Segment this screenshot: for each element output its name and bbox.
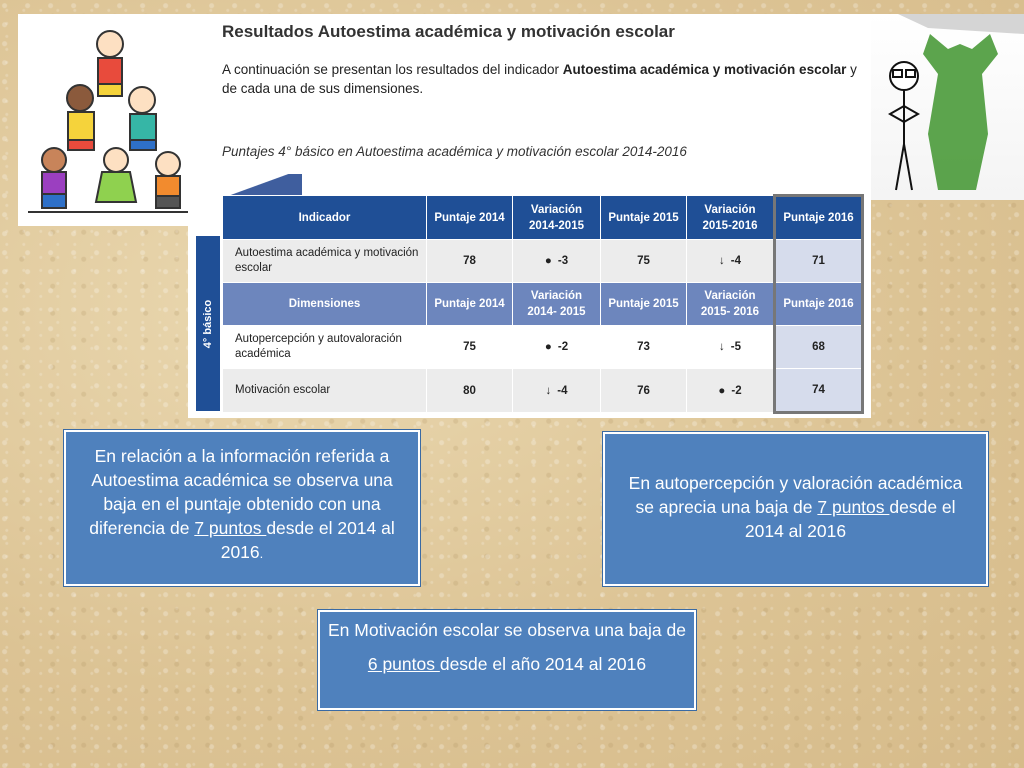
subheader-puntaje-2015: Puntaje 2015 bbox=[601, 283, 687, 326]
cell-puntaje-2015: 75 bbox=[601, 240, 687, 283]
row-label: Autoestima académica y motivación escolar bbox=[223, 240, 427, 283]
dot-icon: ● bbox=[718, 384, 726, 397]
arrow-down-icon: ↓ bbox=[719, 341, 725, 353]
cell-puntaje-2016: 74 bbox=[775, 369, 863, 413]
arrow-down-icon: ↓ bbox=[545, 384, 552, 397]
cell-variacion-2015-2016: ↓ -5 bbox=[687, 326, 775, 369]
cell-puntaje-2015: 73 bbox=[601, 326, 687, 369]
cell-puntaje-2014: 75 bbox=[427, 326, 513, 369]
cell-variacion-2015-2016: ● -2 bbox=[687, 369, 775, 413]
header-indicador: Indicador bbox=[223, 196, 427, 240]
grade-side-label: 4° básico bbox=[196, 236, 220, 411]
subheader-variacion-2014-2015: Variación 2014- 2015 bbox=[513, 283, 601, 326]
subheader-dimensiones: Dimensiones bbox=[223, 283, 427, 326]
subheader-puntaje-2016: Puntaje 2016 bbox=[775, 283, 863, 326]
summary-box-autopercepcion: En autopercepción y valoración académica se aprecia una baja de 7 puntos desde el 2014 al 2016 bbox=[603, 432, 988, 586]
header-puntaje-2015: Puntaje 2015 bbox=[601, 196, 687, 240]
header-puntaje-2016: Puntaje 2016 bbox=[775, 196, 863, 240]
table-row bbox=[223, 326, 863, 369]
stick-figure-muscle-shadow-clipart bbox=[868, 14, 1024, 200]
summary-box-motivacion: En Motivación escolar se observa una baja de 6 puntos desde el año 2014 al 2016 bbox=[318, 610, 696, 710]
row-label: Autopercepción y autovaloración académica bbox=[223, 326, 427, 369]
header-variacion-2015-2016: Variación 2015-2016 bbox=[687, 196, 775, 240]
cell-puntaje-2015: 76 bbox=[601, 369, 687, 413]
header-variacion-2014-2015: Variación 2014-2015 bbox=[513, 196, 601, 240]
cell-variacion-2014-2015: ● -3 bbox=[513, 240, 601, 283]
cell-puntaje-2016: 68 bbox=[775, 326, 863, 369]
row-label: Motivación escolar bbox=[223, 369, 427, 413]
cell-variacion-2014-2015: ● -2 bbox=[513, 326, 601, 369]
subheader-puntaje-2014: Puntaje 2014 bbox=[427, 283, 513, 326]
table-header-row bbox=[223, 196, 863, 240]
dot-icon: ● bbox=[544, 341, 552, 353]
cell-variacion-2014-2015: ↓ -4 bbox=[513, 369, 601, 413]
report-title: Resultados Autoestima académica y motivación escolar bbox=[222, 22, 675, 41]
cell-variacion-2015-2016: ↓ -4 bbox=[687, 240, 775, 283]
table-caption: Puntajes 4° básico en Autoestima académica y motivación escolar 2014-2016 bbox=[222, 144, 687, 159]
decorative-shape bbox=[196, 174, 302, 196]
dot-icon: ● bbox=[544, 255, 552, 267]
results-table bbox=[222, 194, 864, 414]
table-subheader-row bbox=[223, 283, 863, 326]
children-pyramid-clipart bbox=[18, 14, 196, 226]
arrow-down-icon: ↓ bbox=[719, 255, 725, 267]
cell-puntaje-2014: 80 bbox=[427, 369, 513, 413]
subheader-variacion-2015-2016: Variación 2015- 2016 bbox=[687, 283, 775, 326]
results-report bbox=[188, 14, 871, 418]
table-row bbox=[223, 369, 863, 413]
cell-puntaje-2014: 78 bbox=[427, 240, 513, 283]
summary-box-autoestima: En relación a la información referida a Autoestima académica se observa una baja en el puntaje obtenido con una diferencia de 7 puntos desde el 2014 al 2016. bbox=[64, 430, 420, 586]
highlight-6-puntos: 6 puntos bbox=[367, 654, 440, 674]
highlight-7-puntos: 7 puntos bbox=[817, 497, 890, 517]
table-row bbox=[223, 240, 863, 283]
header-puntaje-2014: Puntaje 2014 bbox=[427, 196, 513, 240]
report-intro: A continuación se presentan los resultados del indicador Autoestima académica y motivación escolar y de cada una de sus dimensiones. bbox=[222, 62, 857, 96]
highlight-7-puntos: 7 puntos bbox=[194, 518, 267, 538]
cell-puntaje-2016: 71 bbox=[775, 240, 863, 283]
